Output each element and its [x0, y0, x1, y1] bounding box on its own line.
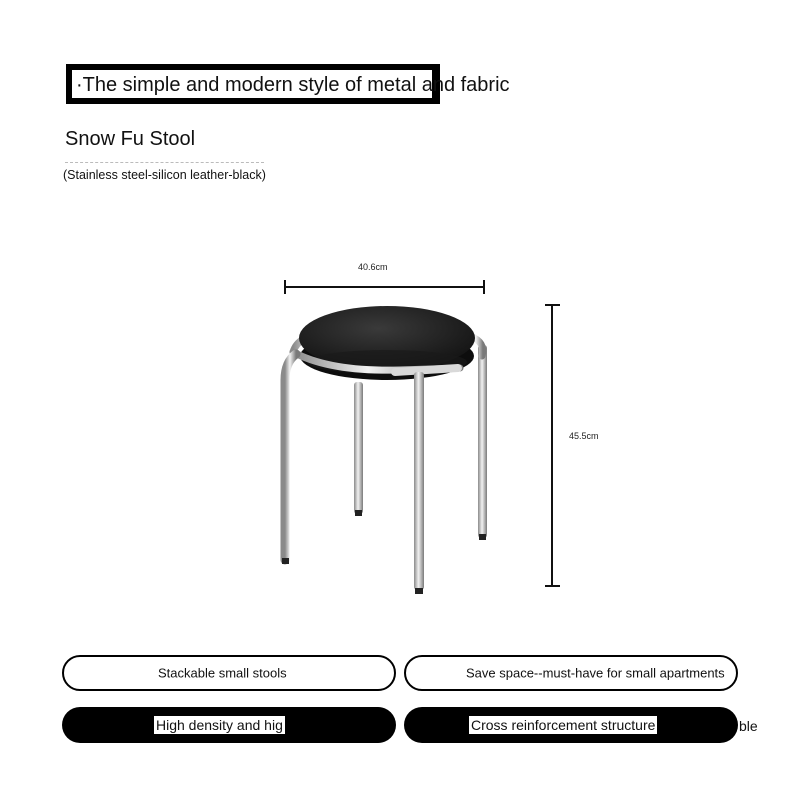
height-dimension-line — [545, 305, 560, 586]
feature-density — [62, 707, 396, 743]
feature-cross — [404, 707, 738, 743]
stool-front-legs — [282, 354, 424, 594]
feature-save-space — [404, 655, 738, 691]
product-subtitle: (Stainless steel-silicon leather-black) — [63, 168, 266, 182]
feature-density-label: High density and hig — [156, 717, 283, 733]
product-title: Snow Fu Stool — [65, 128, 196, 150]
feature-overflow-text: ble — [739, 718, 758, 734]
width-dimension-line — [285, 280, 484, 294]
height-label: 45.5cm — [569, 431, 599, 441]
width-label: 40.6cm — [358, 262, 388, 272]
headline-text: ·The simple and modern style of metal and fabric — [76, 74, 510, 96]
feature-cross-label: Cross reinforcement structure — [471, 717, 656, 733]
feature-save-space-label: Save space--must-have for small apartments — [466, 665, 725, 681]
feature-stackable — [62, 655, 396, 691]
feature-stackable-label: Stackable small stools — [158, 665, 287, 681]
